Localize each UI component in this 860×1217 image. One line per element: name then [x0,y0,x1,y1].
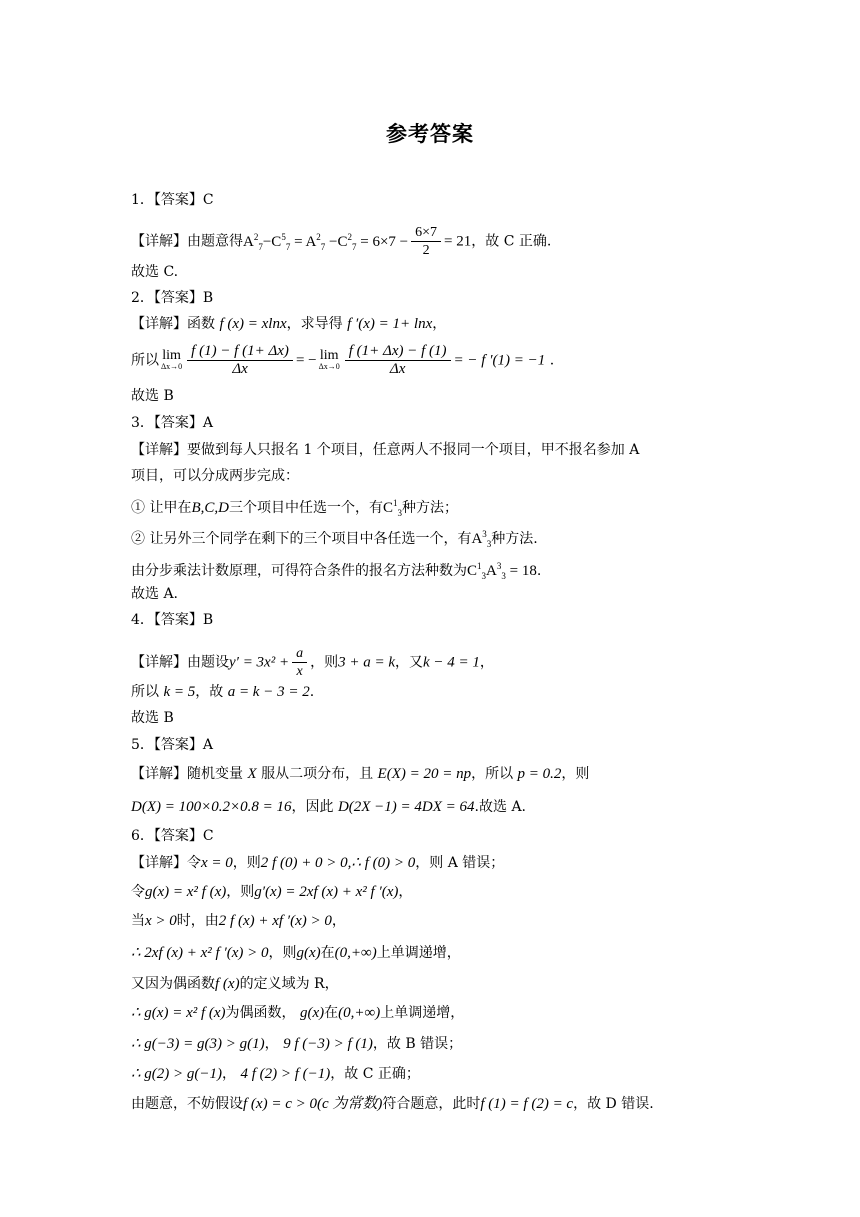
q6-line-6: ∴ g(x) = x² f (x)为偶函数， g(x)在(0,+∞)上单调递增， [131,1005,465,1021]
q2-answer: 2．【答案】B [131,290,214,306]
q2-fraction-1: $\frac{f (1) - f (1+ \Delta x)}{\Delta x}$ [187,343,293,378]
q3-choose: 故选 A. [131,586,179,602]
q5-detail: 【详解】随机变量 X 服从二项分布，且 E(X) = 20 = np，所以 p = 0.2，则 [131,766,590,782]
q6-answer: 6．【答案】C [131,828,214,844]
q6-line-7: ∴ g(−3) = g(3) > g(1)， 9 f (−3) > f (1)，故 B 错误； [131,1036,463,1052]
q3-detail-1: 【详解】要做到每人只报名 1 个项目，任意两人不报同一个项目，甲不报名参加 A [131,442,640,458]
page-title: 参考答案 [386,122,474,146]
q1-choose: 故选 C. [131,264,179,280]
q2-fpx: f ′(x) = 1+ lnx [347,316,433,332]
q6-line-2: 令g(x) = x² f (x)，则g′(x) = 2xf (x) + x² f ′(x)， [131,884,413,900]
q2-fraction-2: $\frac{f (1+ \Delta x) - f (1)}{\Delta x}$ [345,343,451,378]
q6-line-5: 又因为偶函数f (x)的定义域为 R， [131,976,339,992]
q4-answer: 4．【答案】B [131,612,214,628]
q4-choose: 故选 B [131,710,174,726]
q5-variance: D(X) = 100×0.2×0.8 = 16，因此 D(2X −1) = 4DX = 64.故选 A. [131,799,527,815]
q3-step-1: ① 让甲在B,C,D三个项目中任选一个，有$C^1_3$种方法； [131,498,458,518]
q4-so: 所以 k = 5，故 a = k − 3 = 2. [131,684,315,700]
q5-answer: 5．【答案】A [131,737,214,753]
q1-fraction: $\frac{6\times 7}{2}$ [411,224,441,259]
q1-result: = 21 [444,233,472,250]
q4-detail: 【详解】由题设y′ = 3x² + $\frac{a}{x}$ ，则3 + a = k，又k − 4 = 1， [131,646,494,679]
q2-lim-1: lim Δx→0 [161,347,183,371]
q1-answer: 1．【答案】C [131,192,214,208]
q6-line-3: 当x > 0时，由2 f (x) + xf ′(x) > 0， [131,913,346,929]
q6-line-4: ∴ 2xf (x) + x² f ′(x) > 0，则g(x)在(0,+∞)上单调递增， [131,945,461,961]
q1-detail: 【详解】由题意得$A^2_7-C^5_7 = A^2_7 -C^2_7 = 6\times 7$ − $\frac{6\times 7}{2}$ = 21，故 C 正确. [131,225,552,258]
q1-expr-a: $A^2_7$ [243,231,263,252]
q2-detail: 【详解】函数 f (x) = xlnx，求导得 f ′(x) = 1+ lnx， [131,316,447,332]
q3-principle: 由分步乘法计数原理，可得符合条件的报名方法种数为$C^1_3A^3_3 = 18$. [131,561,542,581]
q1-suffix: ，故 C 正确. [471,233,552,250]
q2-fx: f (x) = xlnx [219,316,287,332]
q2-lim-2: lim Δx→0 [318,347,340,371]
q6-line-9: 由题意，不妨假设f (x) = c > 0(c 为常数)符合题意，此时f (1) = f (2) = c，故 D 错误. [131,1096,654,1112]
q6-line-8: ∴ g(2) > g(−1)， 4 f (2) > f (−1)，故 C 正确； [131,1066,420,1082]
q6-line-1: 【详解】令x = 0，则2 f (0) + 0 > 0,∴ f (0) > 0，则 A 错误； [131,855,505,871]
q3-step-2: ② 让另外三个同学在剩下的三个项目中各任选一个，有$A^3_3$种方法. [131,529,538,549]
q2-result: = − f ′(1) = −1 [453,352,546,369]
q2-limit-line: 所以 lim Δx→0 $\frac{f (1) - f (1+ \Delta x)}{\Delta x}$ = − lim Δx→0 $\frac{f (1+ \Delta x) - f (1)}{\Delta x}$ = − f ′(1) = −1 . [131,343,555,377]
q1-detail-prefix: 【详解】由题意得 [131,233,243,250]
q2-choose: 故选 B [131,388,174,404]
q3-detail-2: 项目，可以分成两步完成： [131,468,299,484]
q3-answer: 3．【答案】A [131,415,214,431]
